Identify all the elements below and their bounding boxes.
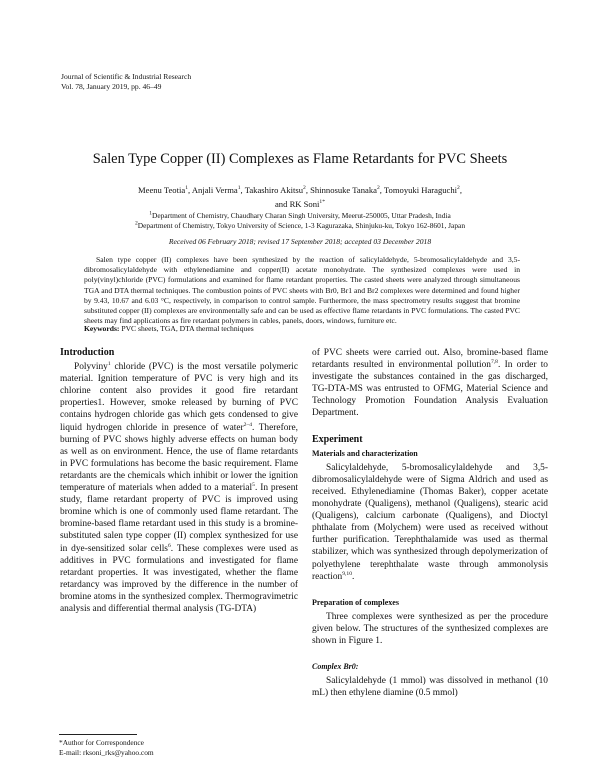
- intro-paragraph: Polyviny$^1$ chloride (PVC) is the most versatile polymeric material. Ignition temperature of PVC is very high and its chlorine content also provides it good fire retardant properties1. However, smoke released by burning of PVC contains hydrogen chloride gas which gets condensed to give liquid hydrogen chloride in presence of water$^{2-4}$. Therefore, burning of PVC shows highly adverse effects on human body as well as on environment. Hence, the use of flame retardants in PVC formulations has become the basic requirement. Flame retardants are the chemicals which inhibit or lower the ignition temperature of materials when added to a material$^5$. In present study, flame retardant property of PVC is improved using bromine which is one of commonly used flame retardant. The bromine-based flame retardant used in this study is a bromine-substituted salen type copper (II) complex synthesized for use in dye-sensitized solar cells$^6$. These complexes were used as additives in PVC formulations and investigated for flame retardant properties. It was investigated, whether the flame retardancy was improved by the difference in the number of bromine atoms in the synthesized complex. Thermogravimetric analysis and differential thermal analysis (TG-DTA): [60, 360, 299, 614]
- complex-br0-paragraph: Salicylaldehyde (1 mmol) was dissolved in methanol (10 mL) then ethylene diamine (0.5 mmol): [312, 676, 548, 699]
- correspondence-note: *Author for Correspondence: [59, 738, 144, 747]
- section-heading-introduction: Introduction: [60, 347, 115, 358]
- subheading-materials: Materials and characterization: [312, 448, 418, 458]
- author-conjunction: and: [274, 199, 288, 209]
- author-marker: 2: [303, 185, 306, 192]
- author-name: Meenu Teotia: [137, 185, 186, 195]
- author-marker: 2: [457, 185, 460, 192]
- author-name: Anjali Verma: [191, 185, 238, 195]
- keywords-label: Keywords:: [84, 324, 120, 333]
- author-name: Takashiro Akitsu: [244, 185, 304, 195]
- preparation-paragraph: Three complexes were synthesized as per the procedure given below. The structures of the synthesized complexes are shown in Figure 1.: [312, 611, 548, 646]
- footnote-divider: [59, 734, 137, 735]
- left-column: [60, 347, 298, 615]
- author-marker: 1*: [319, 199, 326, 206]
- author-name: Tomoyuki Haraguchi: [383, 185, 458, 195]
- author-marker: 1: [185, 185, 188, 192]
- keywords-text: PVC sheets, TGA, DTA thermal techniques: [121, 324, 254, 333]
- subheading-preparation: Preparation of complexes: [312, 597, 399, 607]
- keywords: [84, 324, 254, 333]
- journal-name: Journal of Scientific & Industrial Research: [61, 72, 192, 81]
- author-marker: 2: [376, 185, 380, 192]
- author-list: Meenu Teotia$^1$, Anjali Verma$^1$, Takashiro Akitsu$^2$, Shinnosuke Tanaka$^2$, Tomoyuki Haraguchi$^2$, and RK Soni$^{1*}$: [137, 185, 462, 209]
- author-name: RK Soni: [289, 199, 320, 209]
- paper-title: Salen Type Copper (II) Complexes as Flame Retardants for PVC Sheets: [92, 151, 508, 167]
- received-dates: Received 06 February 2018; revised 17 September 2018; accepted 03 December 2018: [168, 237, 432, 246]
- footnote: [59, 738, 154, 758]
- author-name: Shinnosuke Tanaka: [310, 185, 377, 195]
- section-heading-experiment: Experiment: [312, 433, 363, 445]
- intro-continued-paragraph: of PVC sheets were carried out. Also, bromine-based flame retardants resulted in environmental pollution$^{7,8}$. In order to investigate the substances contained in the gas discharged, TG-DTA-MS was entrusted to OFMG, Material Science and Technology Promotion Foundation Analysis Evaluation Department.: [312, 348, 548, 419]
- journal-header: [61, 72, 191, 92]
- author-marker: 1: [237, 185, 241, 192]
- right-column: [312, 347, 548, 699]
- subheading-complex-br0: Complex Br0:: [312, 662, 359, 672]
- journal-issue: Vol. 78, January 2019, pp. 46–49: [61, 82, 162, 91]
- affiliations: [60, 211, 540, 231]
- materials-paragraph: Salicylaldehyde, 5-bromosalicylaldehyde and 3,5-dibromosalicylaldehyde were of Sigma Aldrich and used as received. Ethylenediamine (Thomas Baker), copper acetate monohydrate (Qualigens), methanol (Qualigens), stearic acid (Qualigens), calcium carbonate (Qualigens), and Dioctyl phthalate from (Molychem) were used as received without further purification. Terephthalamide was used as thermal stabilizer, which was synthesized through depolymerization of polyethylene terephthalate waste through ammonolysis reaction$^{9,10}$.: [312, 462, 548, 582]
- affiliation-2: $^2$Department of Chemistry, Tokyo University of Science, 1-3 Kagurazaka, Shinjuku-ku, Tokyo 162-8601, Japan: [134, 220, 466, 230]
- correspondence-email: E-mail: rksoni_rks@yahoo.com: [59, 748, 154, 757]
- abstract: Salen type copper (II) complexes have been synthesized by the reaction of salicylaldehyde, 5-bromosalicylaldehyde and 3,5-dibromosalicylaldehyde with ethylenediamine and copper(II) acetate monohydrate. The synthesized complexes were used in poly(vinyl)chloride (PVC) formulations and examined for flame retardant properties. The casted sheets were analyzed through simultaneous TGA and DTA thermal techniques. The combustion points of PVC sheets with Br0, Br1 and Br2 complexes were determined and found higher by 9.43, 10.67 and 6.03 °C, respectively, in comparison to control sample. Furthermore, the mass spectrometry results suggest that bromine substituted copper (II) complexes are environmentally safe and can be used as effective flame retardants in PVC formulations. The casted PVC sheets may find applications as fire retardant polymers in cables, panels, doors, windows, furniture etc.: [84, 255, 520, 326]
- affiliation-1: $^1$Department of Chemistry, Chaudhary Charan Singh University, Meerut-250005, Uttar Pradesh, India: [149, 210, 451, 220]
